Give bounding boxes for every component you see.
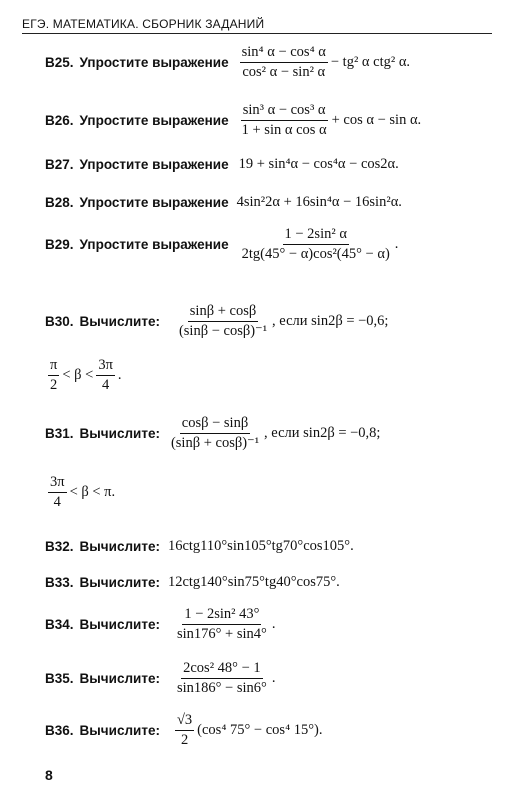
problem-expression: 16ctg110°sin105°tg70°cos105°. [167,538,354,554]
problem-label: В33. [45,575,74,590]
problem-instruction: Вычислите: [79,539,160,554]
numerator: 3π [96,357,115,376]
numerator: sinβ + cosβ [188,303,258,322]
problem-b30 [45,303,388,339]
problem-expression: 19 + sin⁴α − cos⁴α − cos2α. [238,156,399,172]
fraction [177,303,269,339]
problem-label: В34. [45,616,74,632]
problem-expression [166,415,381,451]
problem-instruction: Упростите выражение [79,112,229,128]
denominator: 2tg(45° − α)cos²(45° − α) [241,245,390,262]
expression-tail: − tg² α ctg² α. [330,53,411,70]
problem-expression [237,102,422,138]
fraction [48,357,59,393]
problem-label: В31. [45,425,74,441]
fraction [48,474,67,510]
problem-expression [172,660,276,696]
fraction [175,712,194,748]
fraction [240,102,329,138]
problem-b28 [45,194,402,211]
problem-expression [172,606,276,642]
problem-label: В36. [45,722,74,738]
problem-expression [237,226,399,262]
range-expression [45,357,122,393]
numerator: √3 [175,712,194,731]
fraction [240,226,392,262]
problem-instruction: Вычислите: [79,616,160,632]
problem-expression: 12ctg140°sin75°tg40°cos75°. [167,574,340,590]
problem-instruction: Вычислите: [79,670,160,686]
denominator: 2 [50,376,58,393]
problem-b31-range [45,474,115,510]
fraction [175,606,269,642]
problem-label: В25. [45,54,74,70]
fraction [175,660,269,696]
problem-instruction: Вычислите: [79,722,160,738]
denominator: 4 [101,376,110,393]
numerator: cosβ − sinβ [180,415,250,434]
page-header: ЕГЭ. МАТЕМАТИКА. СБОРНИК ЗАДАНИЙ [22,17,492,34]
problem-label: В26. [45,112,74,128]
problem-b30-range [45,357,122,393]
problem-b32 [45,538,354,555]
denominator: 4 [53,493,61,510]
problem-b27 [45,156,399,173]
problem-label: В30. [45,313,74,329]
problem-instruction: Вычислите: [79,575,160,590]
numerator: sin³ α − cos³ α [241,102,328,121]
expression-tail: + cos α − sin α. [331,111,422,128]
fraction [96,357,115,393]
denominator: 2 [180,731,189,748]
problem-label: В35. [45,670,74,686]
denominator: 1 + sin α cos α [241,121,327,138]
expression-tail: . [394,235,399,252]
range-expression [45,474,115,510]
problem-instruction: Упростите выражение [79,195,229,210]
problem-b25 [45,44,410,80]
problem-instruction: Упростите выражение [79,54,229,70]
denominator: (sinβ + cosβ)⁻¹ [170,434,260,451]
problem-expression [174,303,389,339]
expression-tail: . [271,669,276,686]
problem-instruction: Вычислите: [79,313,160,329]
range-middle: < β < [62,366,94,383]
problem-instruction: Упростите выражение [79,236,229,252]
problem-expression: 4sin²2α + 16sin⁴α − 16sin²α. [236,194,402,210]
problem-b29 [45,226,398,262]
numerator: 3π [48,474,67,493]
numerator: 1 − 2sin² 43° [182,606,261,625]
range-middle: < β < π. [69,483,116,500]
problem-label: В27. [45,157,74,172]
denominator: sin176° + sin4° [176,625,267,642]
page-number: 8 [45,767,53,783]
condition: , если sin2β = −0,8; [264,424,381,441]
numerator: 1 − 2sin² α [283,226,349,245]
problem-b34 [45,606,275,642]
numerator: 2cos² 48° − 1 [181,660,263,679]
problem-b33 [45,574,340,591]
fraction [240,44,328,80]
denominator: cos² α − sin² α [242,63,326,80]
fraction [169,415,261,451]
problem-expression [237,44,410,80]
problem-b36 [45,712,323,748]
expression-tail: (cos⁴ 75° − cos⁴ 15°). [197,721,323,738]
numerator: π [48,357,59,376]
denominator: sin186° − sin6° [176,679,267,696]
problem-b26 [45,102,421,138]
denominator: (sinβ − cosβ)⁻¹ [178,322,268,339]
problem-label: В28. [45,195,74,210]
condition: , если sin2β = −0,6; [272,312,389,329]
problem-instruction: Вычислите: [79,425,160,441]
problem-label: В29. [45,236,74,252]
problem-label: В32. [45,539,74,554]
problem-expression [172,712,323,748]
problem-b35 [45,660,275,696]
numerator: sin⁴ α − cos⁴ α [240,44,328,63]
range-tail: . [117,366,122,383]
problem-b31 [45,415,380,451]
problem-instruction: Упростите выражение [79,157,229,172]
expression-tail: . [271,615,276,632]
